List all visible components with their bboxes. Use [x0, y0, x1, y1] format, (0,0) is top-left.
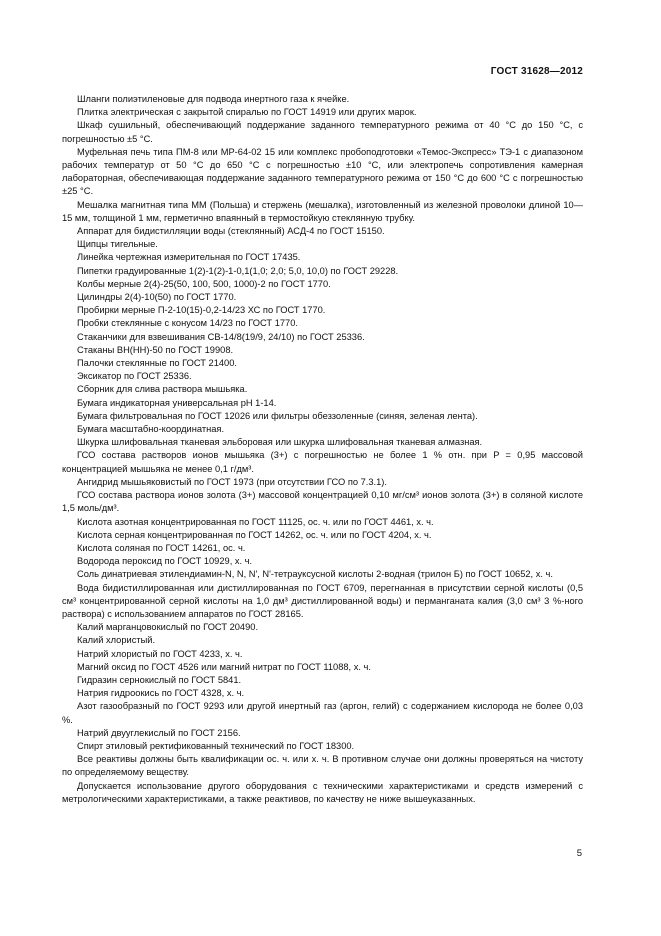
paragraph: Пробки стеклянные с конусом 14/23 по ГОСТ 1770. [77, 318, 298, 329]
paragraph: Ангидрид мышьяковистый по ГОСТ 1973 (при отсутствии ГСО по 7.3.1). [77, 476, 387, 487]
paragraph: Аппарат для бидистилляции воды (стеклянный) АСД-4 по ГОСТ 15150. [77, 226, 385, 237]
document-body [62, 93, 583, 806]
paragraph: Магний оксид по ГОСТ 4526 или магний нитрат по ГОСТ 11088, х. ч. [77, 661, 371, 672]
paragraph: Все реактивы должны быть квалификации ос. ч. или х. ч. В противном случае они должны проверяться на чистоту по определяемому веществу. [62, 754, 583, 778]
paragraph: Кислота азотная концентрированная по ГОСТ 11125, ос. ч. или по ГОСТ 4461, х. ч. [77, 516, 434, 527]
paragraph: Калий марганцовокислый по ГОСТ 20490. [77, 622, 259, 633]
paragraph: Шкурка шлифовальная тканевая эльборовая или шкурка шлифовальная тканевая алмазная. [77, 437, 483, 448]
paragraph: Мешалка магнитная типа ММ (Польша) и стержень (мешалка), изготовленный из железной проволоки длиной 10—15 мм, толщиной 1 мм, герметично впаянный в термостойкую стеклянную трубку. [62, 199, 583, 223]
paragraph: Плитка электрическая с закрытой спиралью по ГОСТ 14919 или других марок. [77, 107, 417, 118]
paragraph: ГСО состава раствора ионов золота (3+) массовой концентрацией 0,10 мг/см³ ионов золота (3+) в соляной кислоте 1,5 моль/дм³. [62, 490, 583, 514]
paragraph: Соль динатриевая этилендиамин-N, N, N', N'-тетрауксусной кислоты 2-водная (трилон Б) по ГОСТ 10652, х. ч. [77, 569, 553, 580]
paragraph: Стаканы ВН(НН)-50 по ГОСТ 19908. [77, 344, 234, 355]
paragraph: Колбы мерные 2(4)-25(50, 100, 500, 1000)-2 по ГОСТ 1770. [77, 278, 331, 289]
paragraph: Водорода пероксид по ГОСТ 10929, х. ч. [77, 556, 253, 567]
paragraph: Шланги полиэтиленовые для подвода инертного газа к ячейке. [77, 94, 350, 104]
paragraph: Пробирки мерные П-2-10(15)-0,2-14/23 ХС по ГОСТ 1770. [77, 305, 326, 316]
paragraph: Муфельная печь типа ПМ-8 или МР-64-02 15 или комплекс пробоподготовки «Темос-Экспресс» ТЭ-1 с диапазоном рабочих температур от 50 °С до 650 °С с погрешностью ±10 °С, или электропечь сопротивления камерная лабораторная, обеспечивающая поддержание заданного температурного режима от 150 °С до 600 °С с погрешностью ±25 °С. [62, 146, 583, 197]
paragraph: ГСО состава растворов ионов мышьяка (3+) с погрешностью не более 1 % отн. при P = 0,95 массовой концентрацией мышьяка не менее 0,1 г/дм³. [62, 450, 583, 474]
paragraph: Палочки стеклянные по ГОСТ 21400. [77, 358, 237, 369]
paragraph: Азот газообразный по ГОСТ 9293 или другой инертный газ (аргон, гелий) с содержанием кислорода не более 0,03 %. [62, 701, 583, 725]
paragraph: Натрий хлористый по ГОСТ 4233, х. ч. [77, 648, 243, 659]
paragraph: Вода бидистиллированная или дистиллированная по ГОСТ 6709, перегнанная в присутствии серной кислоты (0,5 см³ концентрированной серной кислоты на 1,0 дм³ дистиллированной воды) и перманганата калия (3,0 см³ 3 %-ного раствора) с использованием аппаратов по ГОСТ 28165. [62, 582, 583, 619]
paragraph: Натрий двууглекислый по ГОСТ 2156. [77, 727, 241, 738]
paragraph: Спирт этиловый ректификованный технический по ГОСТ 18300. [77, 740, 355, 751]
paragraph: Шкаф сушильный, обеспечивающий поддержание заданного температурного режима от 40 °С до 150 °С, с погрешностью ±5 °С. [62, 120, 583, 144]
paragraph: Линейка чертежная измерительная по ГОСТ 17435. [77, 252, 301, 263]
paragraph: Калий хлористый. [77, 635, 156, 646]
paragraph: Щипцы тигельные. [77, 239, 158, 250]
paragraph: Бумага масштабно-координатная. [77, 424, 225, 435]
paragraph: Пипетки градуированные 1(2)-1(2)-1-0,1(1,0; 2,0; 5,0, 10,0) по ГОСТ 29228. [77, 265, 399, 276]
paragraph: Натрия гидроокись по ГОСТ 4328, х. ч. [77, 688, 245, 699]
page-number: 5 [576, 848, 582, 859]
paragraph: Сборник для слива раствора мышьяка. [77, 384, 248, 395]
paragraph: Стаканчики для взвешивания СВ-14/8(19/9, 24/10) по ГОСТ 25336. [77, 331, 365, 342]
paragraph: Цилиндры 2(4)-10(50) по ГОСТ 1770. [77, 292, 237, 303]
paragraph: Эксикатор по ГОСТ 25336. [77, 371, 192, 382]
paragraph: Бумага фильтровальная по ГОСТ 12026 или фильтры обеззоленные (синяя, зеленая лента). [77, 410, 478, 421]
paragraph: Кислота соляная по ГОСТ 14261, ос. ч. [77, 542, 246, 553]
paragraph: Допускается использование другого оборудования с техническими характеристиками и средств измерений с метрологическими характеристиками, а также реактивов, по качеству не ниже вышеуказанных. [62, 780, 583, 804]
paragraph: Кислота серная концентрированная по ГОСТ 14262, ос. ч. или по ГОСТ 4204, х. ч. [77, 529, 432, 540]
paragraph: Бумага индикаторная универсальная рН 1-14. [77, 397, 277, 408]
paragraph: Гидразин сернокислый по ГОСТ 5841. [77, 674, 242, 685]
document-id-header: ГОСТ 31628—2012 [490, 66, 583, 77]
